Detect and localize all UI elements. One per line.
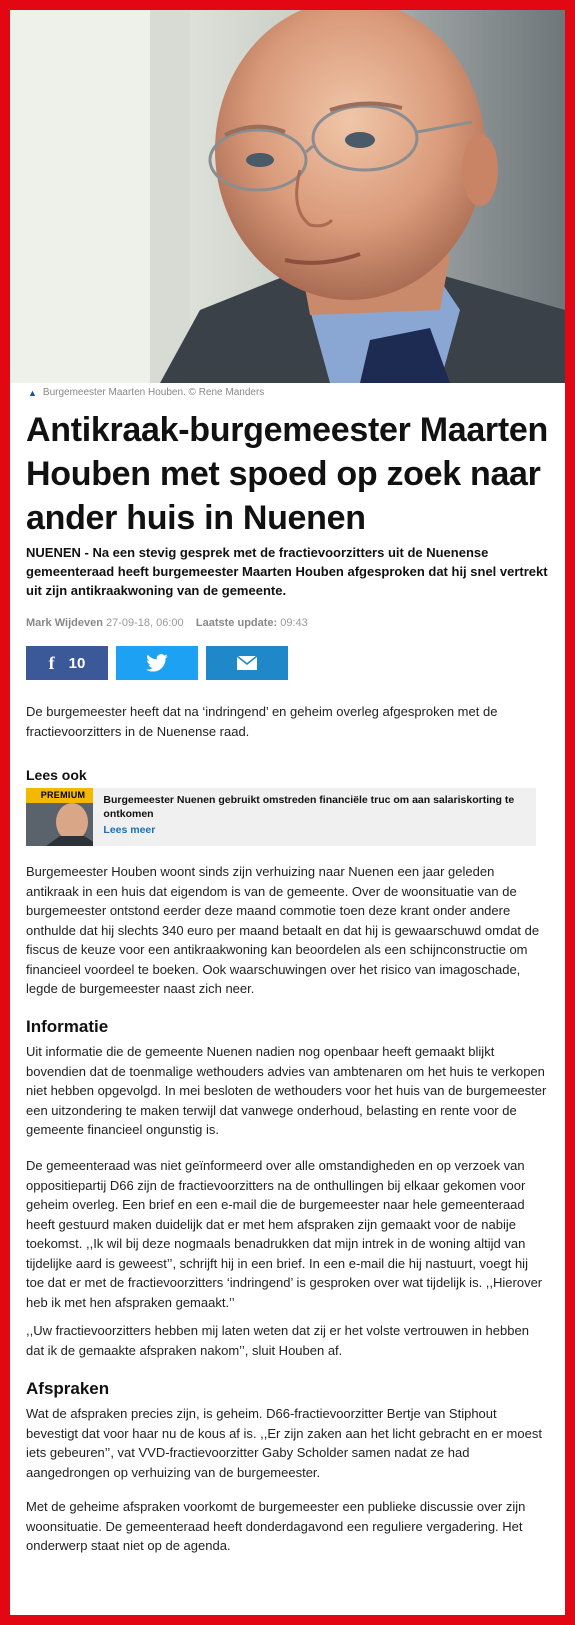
share-bar	[26, 646, 548, 680]
mail-icon	[237, 656, 257, 670]
intro-paragraph-wrap	[26, 702, 548, 741]
related-article-title[interactable]: Burgemeester Nuenen gebruikt omstreden financiële truc om aan salariskorting te ontkomen	[103, 794, 515, 820]
article-page	[10, 10, 565, 1615]
hero-photo	[10, 10, 565, 383]
body-paragraph: Wat de afspraken precies zijn, is geheim. D66-fractievoorzitter Bertje van Stiphout bevestigt dat voor haar nu de kous af is. ,,Er zijn zaken aan het licht gebracht en er moest iets gebeuren’’, vat VVD-fractievoorzitter Gaby Scholder samen nadat ze had aangedrongen op verhuizing van de burgemeester.	[26, 1406, 542, 1480]
twitter-share-button[interactable]	[116, 646, 198, 680]
lees-ook-block	[26, 767, 548, 846]
body-paragraph-4-wrap	[26, 1321, 548, 1360]
article-meta	[26, 617, 548, 629]
read-more-link[interactable]: Lees meer	[103, 824, 156, 836]
facebook-icon: f	[48, 652, 55, 673]
body-paragraph-3-wrap	[26, 1156, 548, 1312]
article-lead: NUENEN - Na een stevig gesprek met de fractievoorzitters uit de Nuenense gemeenteraad heeft burgemeester Maarten Houben afgesproken dat hij snel vertrekt uit zijn antikraakwoning van de gemeente.	[26, 545, 548, 598]
update-label: Laatste update:	[195, 617, 278, 629]
body-paragraph-6-wrap	[26, 1497, 548, 1556]
premium-badge: PREMIUM	[26, 788, 93, 803]
body-paragraph-5-wrap	[26, 1404, 548, 1482]
article-title: Antikraak-burgemeester Maarten Houben met spoed op zoek naar ander huis in Nuenen	[26, 411, 548, 537]
body-paragraph: De gemeenteraad was niet geïnformeerd over alle omstandigheden en op verzoek van oppositiepartij D66 zijn de fractievoorzitters na de onthullingen bij elkaar gekomen voor geheim overleg. Een brief en een e-mail die de burgemeester naar hele gemeenteraad heeft gestuurd maken duidelijk dat er met hem afspraken zijn gemaakt voor de nabije toekomst. ,,Ik wil bij deze nogmaals benadrukken dat mijn intrek in de woning altijd van tijdelijke aard is geweest’’, schrijft hij in een brief. In een e-mail die hij nastuurt, voegt hij toe dat er met de fractievoorzitters ‘indringend’ is gesproken over wat tijdelijk is. ,,Hierover heb ik met hen afspraken gemaakt.’’	[26, 1158, 543, 1310]
body-paragraph-2-wrap	[26, 1042, 548, 1140]
body-paragraph: Met de geheime afspraken voorkomt de burgemeester een publieke discussie over zijn woonsituatie. De gemeenteraad heeft donderdagavond een reguliere vergadering. Het onderwerp staat niet op de agenda.	[26, 1499, 526, 1553]
caption-text: Burgemeester Maarten Houben. © Rene Manders	[42, 387, 265, 398]
section-heading-informatie: Informatie	[26, 1017, 109, 1036]
email-share-button[interactable]	[206, 646, 288, 680]
lees-ook-heading: Lees ook	[26, 767, 87, 783]
article-header	[26, 408, 548, 540]
author-name[interactable]: Mark Wijdeven	[26, 617, 103, 629]
related-article-thumbnail	[26, 788, 93, 846]
body-paragraph: Burgemeester Houben woont sinds zijn verhuizing naar Nuenen een jaar geleden antikraak in een huis dat eigendom is van de gemeente. Over de woonsituatie van de burgemeester ontstond eerder deze maand commotie toen deze krant onder andere onthulde dat hij slechts 340 euro per maand betaalt en dat hij is gewaarschuwd omdat de fiscus de keuze voor een antikraakwoning kan beoordelen als een schijnconstructie om financieel voordeel te boeken. Ook waarschuwingen over het risico van imagoschade, legde de burgemeester naast zich neer.	[26, 864, 540, 996]
related-article-card[interactable]	[26, 788, 536, 846]
body-paragraph-1-wrap	[26, 862, 548, 999]
photo-caption	[28, 387, 264, 398]
body-paragraph: Uit informatie die de gemeente Nuenen nadien nog openbaar heeft gemaakt blijkt bovendien dat de toenmalige wethouders advies van ambtenaren om het huis te verkopen niet hebben opgevolgd. In mei besloten de wethouders voor het huis van de burgemeester een uitzondering te maken terwijl dat vanwege onderhoud, belasting en rente voor de gemeente financieel ongunstig is.	[26, 1044, 547, 1137]
intro-paragraph: De burgemeester heeft dat na ‘indringend’ en geheim overleg afgesproken met de fractievoorzitters in de Nuenense raad.	[26, 704, 498, 739]
section-heading-afspraken: Afspraken	[26, 1379, 110, 1398]
facebook-share-count: 10	[68, 654, 86, 672]
article-lead-wrap	[26, 543, 548, 600]
section-informatie	[26, 1017, 548, 1037]
twitter-icon	[146, 654, 168, 672]
caption-toggle-icon[interactable]: ▲	[28, 387, 37, 398]
facebook-share-button[interactable]	[26, 646, 108, 680]
section-afspraken	[26, 1379, 548, 1399]
body-paragraph: ,,Uw fractievoorzitters hebben mij laten weten dat zij er het volste vertrouwen in hebben dat ik de gemaakte afspraken nakom’’, sluit Houben af.	[26, 1323, 529, 1358]
publish-date: 27-09-18, 06:00	[106, 617, 184, 629]
update-time: 09:43	[280, 617, 308, 629]
